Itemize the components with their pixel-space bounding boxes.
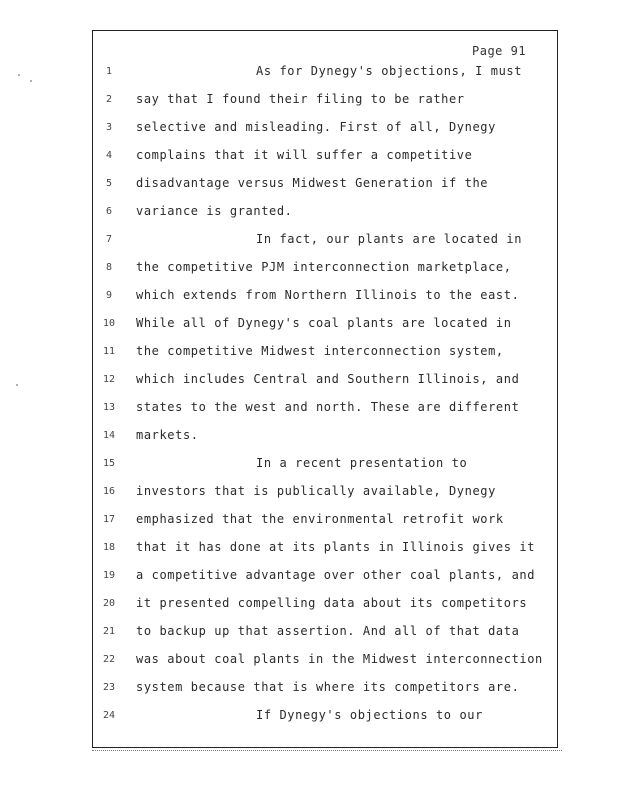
transcript-line: [96, 344, 556, 364]
line-text: states to the west and north. These are different: [136, 400, 520, 414]
line-number: 12: [102, 374, 116, 385]
line-text: which includes Central and Southern Illinois, and: [136, 372, 520, 386]
transcript-line: [96, 484, 556, 504]
line-text: In a recent presentation to: [256, 456, 468, 470]
transcript-line: [96, 680, 556, 700]
line-number: 21: [102, 626, 116, 637]
line-number: 3: [105, 122, 113, 133]
line-text: emphasized that the environmental retrofit work: [136, 512, 504, 526]
line-text: which extends from Northern Illinois to the east.: [136, 288, 520, 302]
line-number: 6: [105, 206, 113, 217]
line-number: 15: [102, 458, 116, 469]
line-text: While all of Dynegy's coal plants are located in: [136, 316, 512, 330]
transcript-line: [96, 596, 556, 616]
transcript-line: [96, 176, 556, 196]
line-text: it presented compelling data about its competitors: [136, 596, 528, 610]
line-text: In fact, our plants are located in: [256, 232, 523, 246]
line-number: 7: [105, 234, 113, 245]
line-text: was about coal plants in the Midwest interconnection: [136, 652, 543, 666]
line-text: markets.: [136, 428, 199, 442]
line-text: that it has done at its plants in Illinois gives it: [136, 540, 536, 554]
line-text: the competitive Midwest interconnection system,: [136, 344, 504, 358]
line-number: 9: [105, 290, 113, 301]
line-number: 23: [102, 682, 116, 693]
transcript-line: [96, 64, 556, 84]
line-text: complains that it will suffer a competitive: [136, 148, 473, 162]
line-number: 16: [102, 486, 116, 497]
transcript-line: [96, 708, 556, 728]
line-text: say that I found their filing to be rather: [136, 92, 465, 106]
line-text: If Dynegy's objections to our: [256, 708, 483, 722]
line-number: 24: [102, 710, 116, 721]
line-text: variance is granted.: [136, 204, 293, 218]
transcript-line: [96, 400, 556, 420]
line-text: disadvantage versus Midwest Generation if the: [136, 176, 489, 190]
line-number: 20: [102, 598, 116, 609]
line-number: 8: [105, 262, 113, 273]
transcript-line: [96, 232, 556, 252]
scan-speck: [18, 74, 20, 76]
transcript-line: [96, 204, 556, 224]
line-number: 17: [102, 514, 116, 525]
transcript-line: [96, 120, 556, 140]
transcript-line: [96, 652, 556, 672]
transcript-line: [96, 540, 556, 560]
transcript-line: [96, 148, 556, 168]
scan-speck: [30, 80, 32, 82]
line-text: As for Dynegy's objections, I must: [256, 64, 523, 78]
line-number: 13: [102, 402, 116, 413]
line-number: 5: [105, 178, 113, 189]
line-text: selective and misleading. First of all, Dynegy: [136, 120, 496, 134]
transcript-line: [96, 624, 556, 644]
transcript-line: [96, 260, 556, 280]
page-border-shadow: [92, 748, 562, 751]
line-number: 14: [102, 430, 116, 441]
transcript-line: [96, 288, 556, 308]
transcript-line: [96, 372, 556, 392]
transcript-line: [96, 456, 556, 476]
transcript-line: [96, 316, 556, 336]
page-number: Page 91: [472, 44, 527, 58]
line-number: 18: [102, 542, 116, 553]
transcript-line: [96, 568, 556, 588]
line-text: to backup up that assertion. And all of that data: [136, 624, 520, 638]
line-number: 1: [105, 66, 113, 77]
transcript-line: [96, 428, 556, 448]
transcript-line: [96, 92, 556, 112]
line-text: system because that is where its competitors are.: [136, 680, 520, 694]
line-number: 11: [102, 346, 116, 357]
line-number: 19: [102, 570, 116, 581]
line-number: 2: [105, 94, 113, 105]
line-number: 4: [105, 150, 113, 161]
line-text: the competitive PJM interconnection marketplace,: [136, 260, 512, 274]
line-number: 10: [102, 318, 116, 329]
scan-speck: [16, 384, 18, 386]
transcript-line: [96, 512, 556, 532]
line-number: 22: [102, 654, 116, 665]
line-text: a competitive advantage over other coal plants, and: [136, 568, 536, 582]
line-text: investors that is publically available, Dynegy: [136, 484, 496, 498]
